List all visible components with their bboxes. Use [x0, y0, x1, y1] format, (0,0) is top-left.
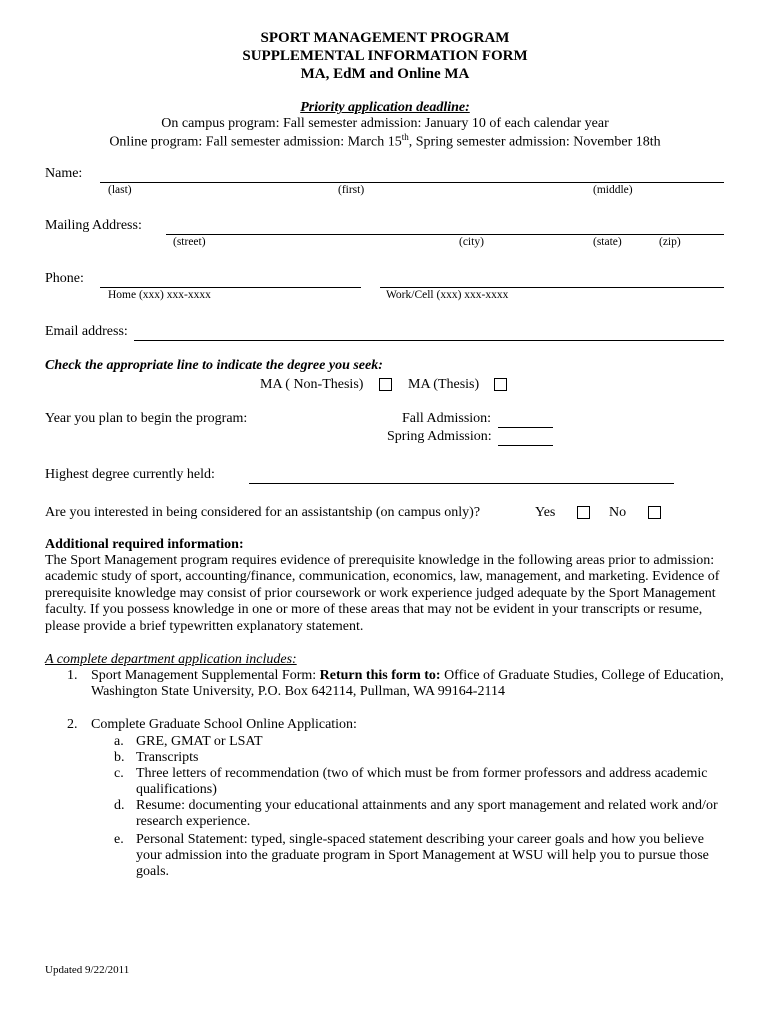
updated-date: Updated 9/22/2011 — [45, 964, 130, 976]
fall-admission-label: Fall Admission: — [402, 411, 492, 426]
phone-label: Phone: — [45, 271, 84, 286]
form-title-line3: MA, EdM and Online MA — [300, 66, 470, 82]
name-last-caption: (last) — [108, 184, 132, 196]
form-title-line2: SUPPLEMENTAL INFORMATION FORM — [242, 48, 528, 64]
deadline-title: Priority application deadline: — [300, 100, 470, 115]
sublist-item-e: Personal Statement: typed, single-spaced statement describing your career goals and how you believe — [136, 832, 704, 847]
sublist-item-d-line2: research experience. — [136, 814, 251, 829]
sublist-letter-b: b. — [114, 750, 125, 765]
highest-degree-label: Highest degree currently held: — [45, 467, 215, 482]
list-number-1: 1. — [67, 668, 78, 683]
ma-thesis-label: MA (Thesis) — [408, 377, 480, 392]
application-heading: A complete department application includes: — [45, 652, 297, 667]
name-field[interactable] — [100, 182, 724, 183]
additional-paragraph: The Sport Management program requires evidence of prerequisite knowledge in the following areas prior to admission: academic study of sport, accounting/finance, communication, economics, law, management, and marketing. Evidence of prerequisite knowledge may consist of prior coursework or work experience judged adequate by the Sport Management faculty. If you possess knowledge in one or more of these areas that may not be evident in your transcripts or resume, please provide a brief typewritten explanatory statement. — [45, 553, 720, 634]
ma-thesis-checkbox[interactable] — [494, 378, 507, 391]
address-field[interactable] — [166, 234, 724, 235]
sublist-item-b: Transcripts — [136, 750, 199, 765]
assistantship-no-checkbox[interactable] — [648, 506, 661, 519]
home-phone-caption: Home (xxx) xxx-xxxx — [108, 289, 211, 301]
email-field[interactable] — [134, 340, 724, 341]
deadline-online: Online program: Fall semester admission: March 15th, Spring semester admission: November 18th — [109, 132, 661, 150]
list-number-2: 2. — [67, 717, 78, 732]
assistantship-yes-checkbox[interactable] — [577, 506, 590, 519]
name-middle-caption: (middle) — [593, 184, 633, 196]
home-phone-field[interactable] — [100, 287, 361, 288]
sublist-item-c-line2: qualifications) — [136, 782, 217, 797]
address-street-caption: (street) — [173, 236, 206, 248]
list-item-1: Sport Management Supplemental Form: Return this form to: Office of Graduate Studies, College of Education, — [91, 668, 724, 683]
sublist-item-a: GRE, GMAT or LSAT — [136, 734, 263, 749]
work-phone-field[interactable] — [380, 287, 724, 288]
highest-degree-field[interactable] — [249, 483, 674, 484]
ma-non-thesis-label: MA ( Non-Thesis) — [260, 377, 364, 392]
sublist-item-d: Resume: documenting your educational attainments and any sport management and related work and/or — [136, 798, 718, 813]
sublist-letter-c: c. — [114, 766, 124, 781]
list-item-2: Complete Graduate School Online Application: — [91, 717, 357, 732]
sublist-item-e-line2: your admission into the graduate program in Sport Management at WSU will help you to pursue those — [136, 848, 709, 863]
name-label: Name: — [45, 166, 83, 181]
sublist-letter-a: a. — [114, 734, 124, 749]
assistantship-no-label: No — [609, 505, 627, 520]
sublist-item-e-line3: goals. — [136, 864, 170, 879]
form-title-line1: SPORT MANAGEMENT PROGRAM — [260, 30, 510, 46]
deadline-campus: On campus program: Fall semester admission: January 10 of each calendar year — [161, 116, 609, 131]
name-first-caption: (first) — [338, 184, 365, 196]
spring-admission-label: Spring Admission: — [387, 429, 492, 444]
address-zip-caption: (zip) — [659, 236, 681, 248]
sublist-item-c: Three letters of recommendation (two of which must be from former professors and address academic — [136, 766, 708, 781]
sublist-letter-d: d. — [114, 798, 125, 813]
address-state-caption: (state) — [593, 236, 622, 248]
ma-non-thesis-checkbox[interactable] — [379, 378, 392, 391]
address-label: Mailing Address: — [45, 218, 142, 233]
additional-heading: Additional required information: — [45, 537, 244, 552]
email-label: Email address: — [45, 324, 128, 339]
fall-admission-field[interactable] — [498, 427, 553, 428]
list-item-1-line2: Washington State University, P.O. Box 642114, Pullman, WA 99164-2114 — [91, 684, 505, 699]
spring-admission-field[interactable] — [498, 445, 553, 446]
assistantship-yes-label: Yes — [535, 505, 556, 520]
sublist-letter-e: e. — [114, 832, 124, 847]
work-phone-caption: Work/Cell (xxx) xxx-xxxx — [386, 289, 509, 301]
degree-heading: Check the appropriate line to indicate the degree you seek: — [45, 358, 383, 373]
address-city-caption: (city) — [459, 236, 484, 248]
assistantship-question: Are you interested in being considered for an assistantship (on campus only)? — [45, 505, 481, 520]
year-label: Year you plan to begin the program: — [45, 411, 248, 426]
